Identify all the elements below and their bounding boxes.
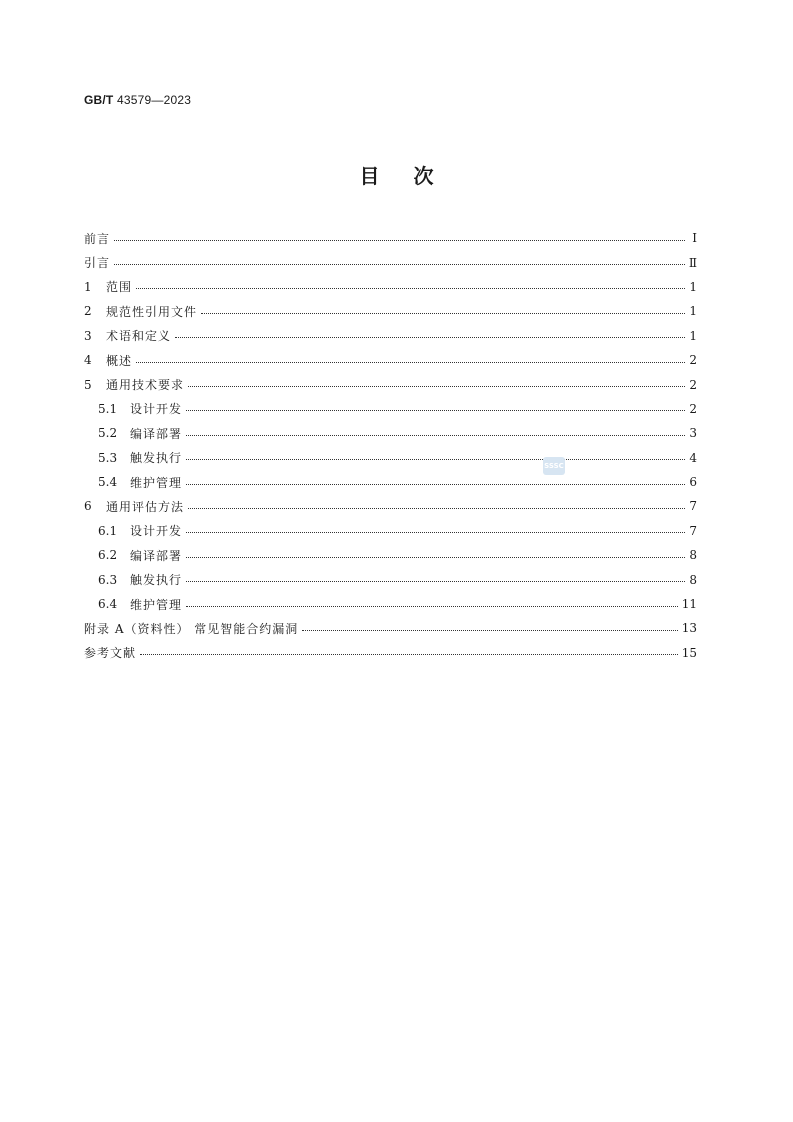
- toc-entry[interactable]: [84, 519, 697, 543]
- toc-entry-number: 5: [84, 377, 92, 392]
- toc-entry-number: 1: [84, 279, 92, 294]
- toc-entry-label: 通用技术要求: [106, 378, 185, 393]
- toc-entry[interactable]: [84, 348, 697, 372]
- table-of-contents: [84, 226, 697, 665]
- toc-entry-page: 8: [689, 572, 697, 587]
- toc-entry-label: 编译部署: [130, 426, 183, 441]
- toc-entry-number: 6.1: [98, 523, 118, 538]
- toc-entry-number: 3: [84, 328, 92, 343]
- toc-title-char-2: 次: [413, 164, 434, 188]
- toc-dot-leader: [136, 362, 685, 363]
- toc-entry-label: 前言: [84, 231, 111, 246]
- toc-entry-page: 1: [689, 328, 697, 343]
- toc-entry[interactable]: [84, 567, 697, 591]
- toc-entry-number: 4: [84, 353, 92, 368]
- toc-dot-leader: [175, 337, 685, 338]
- toc-entry[interactable]: [84, 494, 697, 518]
- toc-entry-label: 设计开发: [130, 524, 183, 539]
- toc-dot-leader: [302, 630, 677, 631]
- toc-entry-page: 3: [689, 426, 697, 441]
- toc-entry[interactable]: [84, 324, 697, 348]
- toc-entry-page: 2: [689, 377, 697, 392]
- toc-dot-leader: [114, 264, 685, 265]
- toc-entry-number: 6.4: [98, 597, 118, 612]
- toc-entry-page: 2: [689, 353, 697, 368]
- toc-dot-leader: [201, 313, 685, 314]
- toc-entry-label: 设计开发: [130, 402, 183, 417]
- toc-entry-page: 1: [689, 279, 697, 294]
- toc-dot-leader: [186, 484, 685, 485]
- toc-entry-label: 规范性引用文件: [106, 304, 198, 319]
- toc-dot-leader: [186, 606, 678, 607]
- standard-code: [84, 93, 191, 107]
- toc-entry[interactable]: [84, 397, 697, 421]
- toc-entry-page: Ⅰ: [692, 231, 697, 246]
- toc-entry-label: 触发执行: [130, 573, 183, 588]
- toc-entry[interactable]: [84, 641, 697, 665]
- toc-entry-page: 13: [681, 621, 697, 636]
- toc-dot-leader: [186, 532, 685, 533]
- toc-entry-number: 5.3: [98, 450, 118, 465]
- toc-entry-label: 附录 A（资料性） 常见智能合约漏洞: [84, 621, 299, 636]
- watermark-logo: [543, 457, 565, 475]
- toc-dot-leader: [140, 654, 678, 655]
- standard-number: 43579—2023: [117, 93, 192, 107]
- toc-dot-leader: [186, 435, 685, 436]
- toc-entry-label: 通用评估方法: [106, 499, 185, 514]
- toc-entry-label: 维护管理: [130, 475, 183, 490]
- watermark-text: SSSC: [544, 462, 564, 470]
- toc-entry-label: 范围: [106, 280, 133, 295]
- toc-entry-number: 6.3: [98, 572, 118, 587]
- toc-entry[interactable]: [84, 446, 697, 470]
- toc-entry[interactable]: [84, 616, 697, 640]
- toc-entry-page: 4: [689, 450, 697, 465]
- toc-entry-page: 6: [689, 475, 697, 490]
- toc-dot-leader: [186, 459, 685, 460]
- toc-entry-page: 15: [681, 645, 697, 660]
- toc-entry[interactable]: [84, 250, 697, 274]
- toc-dot-leader: [188, 508, 685, 509]
- toc-entry-number: 5.2: [98, 426, 118, 441]
- toc-entry-number: 5.4: [98, 475, 118, 490]
- toc-entry-number: 6: [84, 499, 92, 514]
- toc-entry-page: 2: [689, 401, 697, 416]
- toc-dot-leader: [186, 410, 685, 411]
- toc-entry-page: Ⅱ: [688, 255, 697, 270]
- toc-dot-leader: [186, 557, 685, 558]
- toc-dot-leader: [114, 240, 685, 241]
- toc-entry[interactable]: [84, 421, 697, 445]
- toc-entry[interactable]: [84, 299, 697, 323]
- toc-entry-label: 术语和定义: [106, 329, 172, 344]
- toc-entry-page: 7: [689, 499, 697, 514]
- toc-dot-leader: [136, 288, 685, 289]
- toc-entry-page: 1: [689, 304, 697, 319]
- toc-entry-label: 引言: [84, 256, 111, 271]
- toc-entry-page: 11: [681, 597, 697, 612]
- toc-entry[interactable]: [84, 470, 697, 494]
- toc-entry-page: 7: [689, 523, 697, 538]
- toc-title: [0, 160, 793, 189]
- toc-entry[interactable]: [84, 275, 697, 299]
- toc-entry-number: 6.2: [98, 548, 118, 563]
- toc-entry-page: 8: [689, 548, 697, 563]
- toc-entry-label: 编译部署: [130, 548, 183, 563]
- toc-entry-number: 5.1: [98, 401, 118, 416]
- toc-title-char-1: 目: [359, 164, 380, 188]
- toc-entry-label: 参考文献: [84, 646, 137, 661]
- toc-dot-leader: [186, 581, 685, 582]
- toc-entry-label: 触发执行: [130, 451, 183, 466]
- toc-entry[interactable]: [84, 592, 697, 616]
- standard-prefix: GB/T: [84, 93, 114, 107]
- toc-entry-number: 2: [84, 304, 92, 319]
- toc-entry[interactable]: [84, 372, 697, 396]
- toc-entry-label: 概述: [106, 353, 133, 368]
- toc-entry-label: 维护管理: [130, 597, 183, 612]
- toc-entry[interactable]: [84, 543, 697, 567]
- toc-entry[interactable]: [84, 226, 697, 250]
- toc-dot-leader: [188, 386, 685, 387]
